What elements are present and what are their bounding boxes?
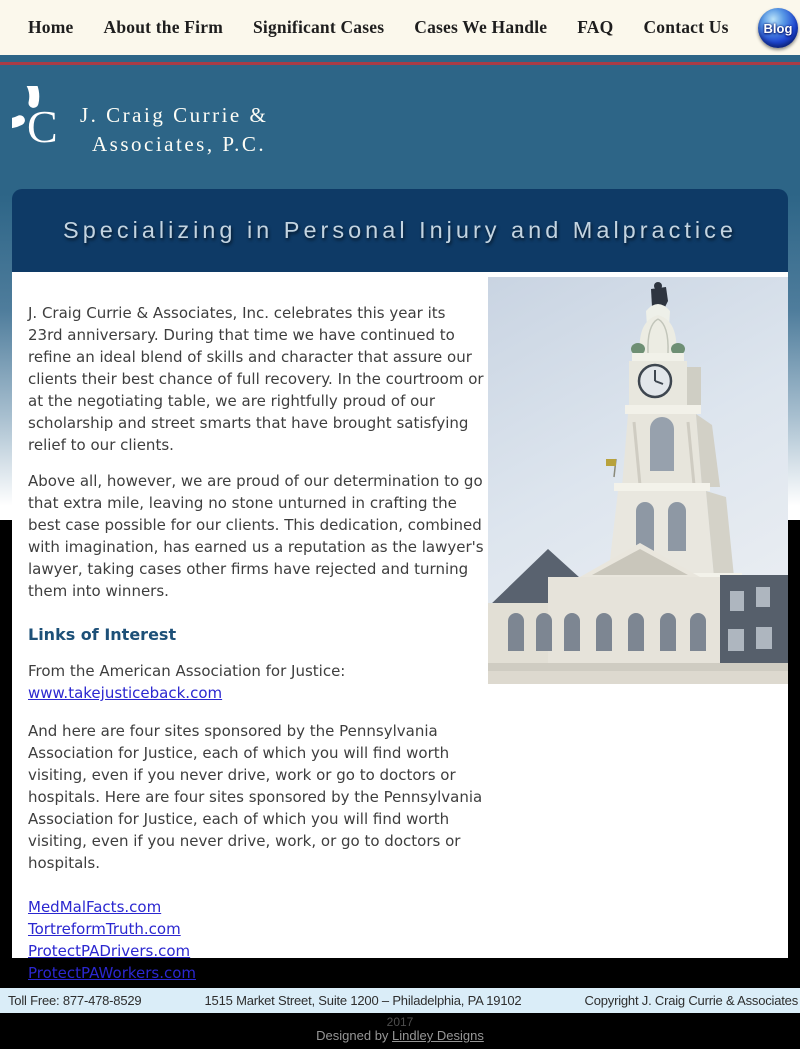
footer-address: 1515 Market Street, Suite 1200 – Philadelphia, PA 19102 — [204, 993, 522, 1008]
designed-by-prefix: Designed by — [316, 1028, 393, 1043]
nav-item-cases-we-handle[interactable]: Cases We Handle — [414, 17, 548, 37]
content-card — [12, 189, 788, 982]
city-hall-photo — [488, 277, 788, 684]
tagline-banner — [12, 189, 788, 272]
footer-year: 2017 — [386, 1015, 414, 1029]
site-credits — [0, 1015, 800, 1043]
aaj-intro-text: From the American Association for Justice: — [28, 662, 346, 680]
page-title: Specializing in Personal Injury and Malpractice — [63, 217, 737, 243]
designed-by-line — [0, 1029, 800, 1043]
nav-item-contact-us[interactable]: Contact Us — [643, 17, 729, 37]
intro-paragraph-1: J. Craig Currie & Associates, Inc. celebrates this year its 23rd anniversary. During that time we have continued to refine an ideal blend of skills and character that assure our clients their best chance of full recovery. In the courtroom or at the negotiating table, we are rightfully proud of our scholarship and street smarts that have brought satisfying relief to our clients. — [28, 304, 484, 454]
content-body — [12, 272, 788, 982]
nav-item-home[interactable]: Home — [28, 17, 74, 37]
links-of-interest-heading: Links of Interest — [28, 625, 177, 644]
firm-monogram-icon — [12, 86, 74, 168]
intro-text-column — [12, 272, 488, 984]
blog-button[interactable] — [758, 8, 798, 48]
nav-item-about-the-firm[interactable]: About the Firm — [103, 17, 223, 37]
tortreformtruth-link[interactable]: TortreformTruth.com — [28, 920, 181, 938]
nav-item-faq[interactable]: FAQ — [577, 17, 614, 37]
blog-button-label: Blog — [763, 20, 793, 36]
firm-name — [80, 101, 268, 159]
footer-bar — [0, 988, 800, 1013]
medmalfacts-link[interactable]: MedMalFacts.com — [28, 898, 162, 916]
svg-text:C: C — [27, 101, 58, 152]
sponsored-site-links — [28, 896, 488, 984]
aaj-paragraph — [28, 660, 484, 704]
nav-item-significant-cases[interactable]: Significant Cases — [252, 17, 385, 37]
firm-name-line2: Associates, P.C. — [92, 132, 267, 156]
takejusticeback-link[interactable]: www.takejusticeback.com — [28, 684, 223, 702]
firm-name-line1: J. Craig Currie & — [80, 103, 269, 127]
lindley-designs-link[interactable]: Lindley Designs — [392, 1028, 484, 1043]
firm-logo[interactable] — [12, 86, 268, 168]
footer-copyright: Copyright J. Craig Currie & Associates — [584, 993, 798, 1008]
accent-divider-line — [0, 62, 800, 65]
top-navigation — [0, 0, 800, 55]
footer-toll-free: Toll Free: 877-478-8529 — [8, 993, 142, 1008]
paj-paragraph: And here are four sites sponsored by the Pennsylvania Association for Justice, each of which you will find worth visiting, even if you never drive, work or go to doctors or hospitals. Here are four sites sponsored by the Pennsylvania Association for Justice, each of which you will find worth visiting, even if you never drive, work, or go to doctors or hospitals. — [28, 722, 483, 872]
protectpaworkers-link[interactable]: ProtectPAWorkers.com — [28, 964, 197, 982]
intro-paragraph-2: Above all, however, we are proud of our determination to go that extra mile, leaving no stone unturned in crafting the best case possible for our clients. This dedication, combined with imagination, has earned us a reputation as the lawyer's lawyer, taking cases other firms have rejected and turning them into winners. — [28, 472, 484, 600]
protectpadrivers-link[interactable]: ProtectPADrivers.com — [28, 942, 191, 960]
